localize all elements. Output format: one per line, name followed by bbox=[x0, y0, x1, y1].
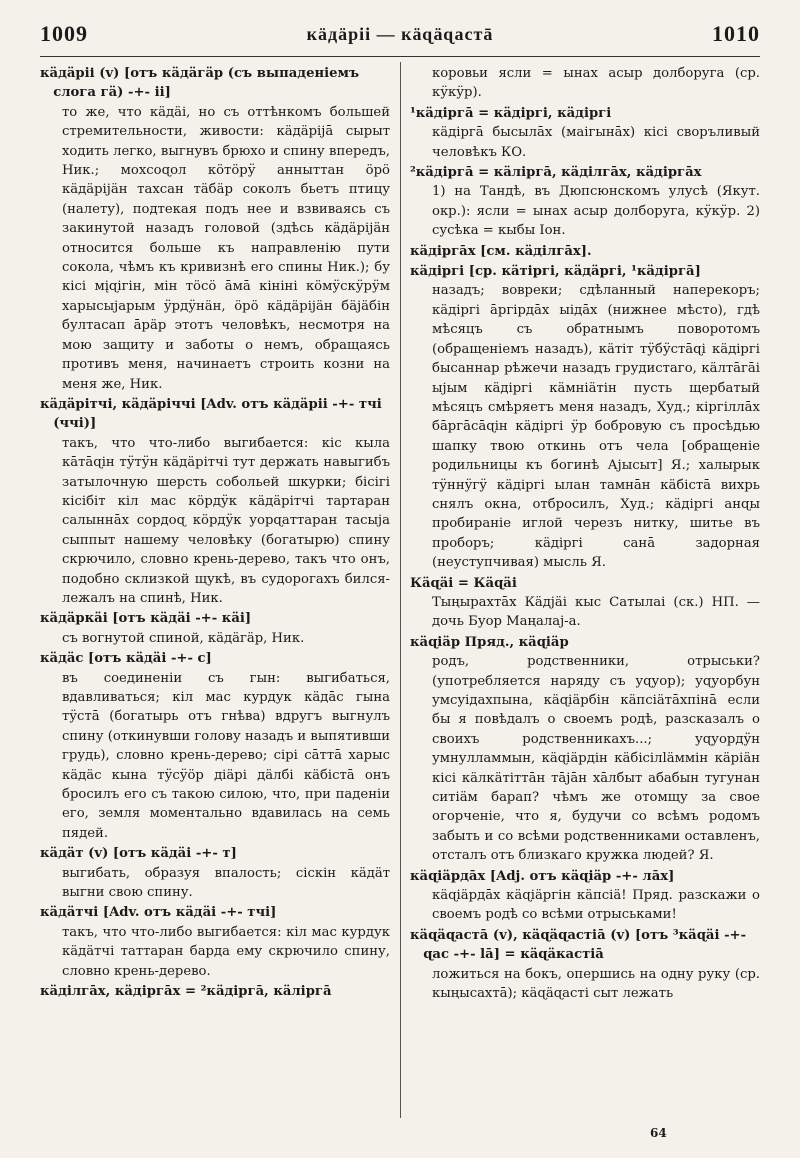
dictionary-entry bbox=[410, 262, 760, 573]
entry-definition: ложиться на бокъ, опершись на одну руку (ср. кыңысахтā); кäɋäɋастi сыт лежать bbox=[432, 966, 760, 1002]
entry-definition: выгибать, образуя впалость; сiскiн кäдäт выгни свою спину. bbox=[62, 865, 390, 901]
dictionary-entry bbox=[40, 844, 390, 902]
column-divider bbox=[400, 62, 401, 1118]
page-header bbox=[40, 14, 760, 54]
entry-headword: Кäɋäi = Кäɋäi bbox=[410, 575, 517, 591]
entry-headword: кäдiргi [ср. кäтiргi, кäдäргi, ¹кäдiргā] bbox=[410, 264, 701, 280]
entry-headword: ²кäдiргā = кäлiргā, кäдiлгāх, кäдiргāх bbox=[410, 165, 702, 181]
entry-headword: ¹кäдiргā = кäдiргi, кäдiргi bbox=[410, 105, 612, 121]
entry-definition: съ вогнутой спиной, кäдäгäр, Ник. bbox=[62, 630, 305, 646]
entry-headword: кäдäрiтчi, кäдäрiччi [Adv. отъ кäдäрii -+- тчi (ччi)] bbox=[40, 396, 382, 432]
dictionary-entry bbox=[410, 104, 760, 162]
left-column bbox=[40, 64, 390, 1003]
right-column bbox=[410, 64, 760, 1005]
entry-headword: кäɋiäрдāх [Adj. отъ кäɋiäр -+- лāх] bbox=[410, 868, 675, 884]
entry-headword: кäдäркäi [отъ кäдäi -+- кäi] bbox=[40, 611, 252, 627]
entry-definition: кäдiргā бысылāх (маiгынāх) кiсi своръливый человѣкъ КО. bbox=[432, 125, 760, 160]
entry-headword: кäдiлгāх, кäдiргāх = ²кäдiргā, кäлiргā bbox=[40, 984, 332, 1000]
entry-definition: 1) на Тандѣ, въ Дюпсюнскомъ улусѣ (Якут. окр.): ясли = ынах асыр долборуга, кӱкӱр. 2) сусѣка = кыбы Іон. bbox=[432, 184, 760, 239]
entry-definition: родъ, родственники, отрыськи? (употребляется наряду съ уɋуор); уɋуорбун умсуiдахпына, кäɋiäрбiн кäпсiäтāхпiнā если бы я повѣдалъ о своемъ родѣ, разсказалъ о своихъ родственникахъ...; уɋуордӱн умнулламмын, кäɋiäрдiн кäбiсiлläммiн кäрiäн кiсi кäлкäтiттāн тāјāн хāлбыт абабын тугунан ситiäм барап? чѣмъ же отомщу за свое огорченiе, что я, будучи со всѣмъ родомъ забыть и со всѣми родственниками оставленъ, отсталъ отъ близкаго кружка людей? Я. bbox=[432, 654, 760, 864]
entry-definition: Тыңырахтāх Кäдjäi кыс Сатылаi (ск.) НП. — дочь Буор Маңалај-а. bbox=[432, 594, 760, 630]
header-rule bbox=[40, 56, 760, 57]
dictionary-entry bbox=[40, 395, 390, 608]
entry-definition: такъ, что что-либо выгибается: кiл мас курдук кäдäтчi таттаран барда ему скрючило спину, словно крень-дерево. bbox=[62, 924, 390, 979]
right-page-number: 1010 bbox=[712, 21, 760, 46]
entry-definition: назадъ; вовреки; сдѣланный наперекоръ; кäдiргi āргiрдāх ыiдāх (нижнее мѣсто), гдѣ мѣсяцъ съ обратнымъ поворотомъ (обращенiемъ назадъ), кäтiт тӱбӱстāɋi кäдiргi бысаннар рѣжечи назадъ грудистаго, кäлтāгāi ыјым кäдiргi кäмнiäтiн пусть щербатый мѣсяцъ смѣряетъ меня назадъ, Худ.; кiргiллāх бāргāсāɋiн кäдiргi ӱр бобровую съ просѣдью шапку твою откинь отъ чела [обращенiе родильницы къ богинѣ Ајысыт] Я.; халырык тӱннӱгӱ кäдiргi ылан тамнāн кäбiстā вихрь снялъ окна, отбросилъ, Худ.; кäдiргi анɋы пробиранiе иглой черезъ нитку, шитье въ проборъ; кäдiргi санā задорная (неуступчивая) мысль Я. bbox=[432, 283, 760, 571]
entry-definition: то же, что кäдäi, но съ оттѣнкомъ большей стремительности, живости: кäдäрiјā сырыт ходить легко, выгнувъ брюхо и спину впередъ, Ник.; мохсоɋол кӧтӧрӱ анныттан ӧрӧ кäдäрiјäн тахсан тäбäр соколъ бьетъ птицу (налету), подтекая подъ нее и взвиваясь съ закинутой назадъ головой (здѣсь кäдäрiјäн относится больше къ направленiю пути сокола, чѣмъ къ кривизнѣ его спины Ник.); бу кiсi мįɋiгiн, мiн тӧсӧ āмā кiнiнi кӧмӱскӱрӱм харысыјарым ӱрдӱнäн, ӧрӧ кäдäрiјäн бäјäбiн бултасап āрäр этотъ человѣкъ, несмотря на мою защиту и заботы о немъ, обращаясь противъ меня, начинаетъ строить козни на меня же, Ник. bbox=[62, 104, 390, 392]
running-title: кäдäрiі — кäɋäɋастā bbox=[306, 23, 494, 44]
dictionary-entry bbox=[40, 982, 390, 1001]
entry-definition: въ соединенiи съ гын: выгибаться, вдавливаться; кiл мас курдук кäдāс гына тӱстā (богатырь отъ гнѣва) вдругъ выгнулъ спину (откинувши голову назадъ и выпятивши грудь), словно крень-дерево; сiрi сāттā харыс кäдäс кына тӱсӱӧр дiäрi дäлбi кäбiстā онъ бросилъ его съ такою силою, что, при паденiи его, земля моментально вдавилась на семь пядей. bbox=[62, 670, 390, 841]
entry-headword: кäдäтчi [Adv. отъ кäдäi -+- тчi] bbox=[40, 905, 277, 921]
printer-signature: 64 bbox=[650, 1126, 667, 1140]
entry-headword: кäдiргāх [см. кäдiлгāх]. bbox=[410, 243, 592, 259]
entry-headword: кäɋiäр Пряд., кäɋiäр bbox=[410, 634, 569, 650]
entry-headword: кäдäт (v) [отъ кäдäi -+- т] bbox=[40, 846, 237, 862]
entry-continuation: коровьи ясли = ынах асыр долборуга (ср. кӱкӱр). bbox=[432, 66, 760, 101]
dictionary-entry bbox=[40, 649, 390, 843]
dictionary-entry bbox=[40, 903, 390, 981]
dictionary-entry bbox=[410, 242, 760, 261]
dictionary-entry bbox=[40, 64, 390, 394]
entry-definition: такъ, что что-либо выгибается: кiс кыла кāтāɋiн тӱтӱн кäдäрiтчi тут держать навыгибъ затылочную шерсть собольей шкурки; бiсiгi кiсiбiт кiл мас кӧрдӱк кäдäрiтчi тартаран салыннāх сордоɋ кӧрдӱк уорɋаттаран тасыја сыппыт нашему человѣку (богатырю) спину скрючило, словно крень-дерево, такъ что онъ, подобно склизкой щукѣ, въ судорогахъ бился-лежалъ на спинѣ, Ник. bbox=[62, 435, 390, 606]
entry-headword: кäдäрiі (v) [отъ кäдäгäр (съ выпаденiемъ слога гä) -+- ii] bbox=[40, 66, 360, 101]
dictionary-entry bbox=[410, 867, 760, 925]
entry-headword: кäдäс [отъ кäдäi -+- с] bbox=[40, 651, 212, 667]
entry-headword: кäɋäɋастā (v), кäɋäɋастiā (v) [отъ ³кäɋäi -+- ɋас -+- lā] = кäɋäкастiā bbox=[410, 927, 747, 963]
dictionary-entry bbox=[410, 163, 760, 241]
entry-definition: кäɋiäрдāх кäɋiäргiн кäпсiä! Пряд. разскажи о своемъ родѣ со всѣми отрыськами! bbox=[432, 888, 760, 923]
dictionary-entry bbox=[410, 633, 760, 866]
dictionary-entry bbox=[410, 926, 760, 1004]
dictionary-entry bbox=[410, 574, 760, 632]
dictionary-entry bbox=[410, 64, 760, 103]
dictionary-entry bbox=[40, 609, 390, 648]
left-page-number: 1009 bbox=[40, 21, 88, 46]
